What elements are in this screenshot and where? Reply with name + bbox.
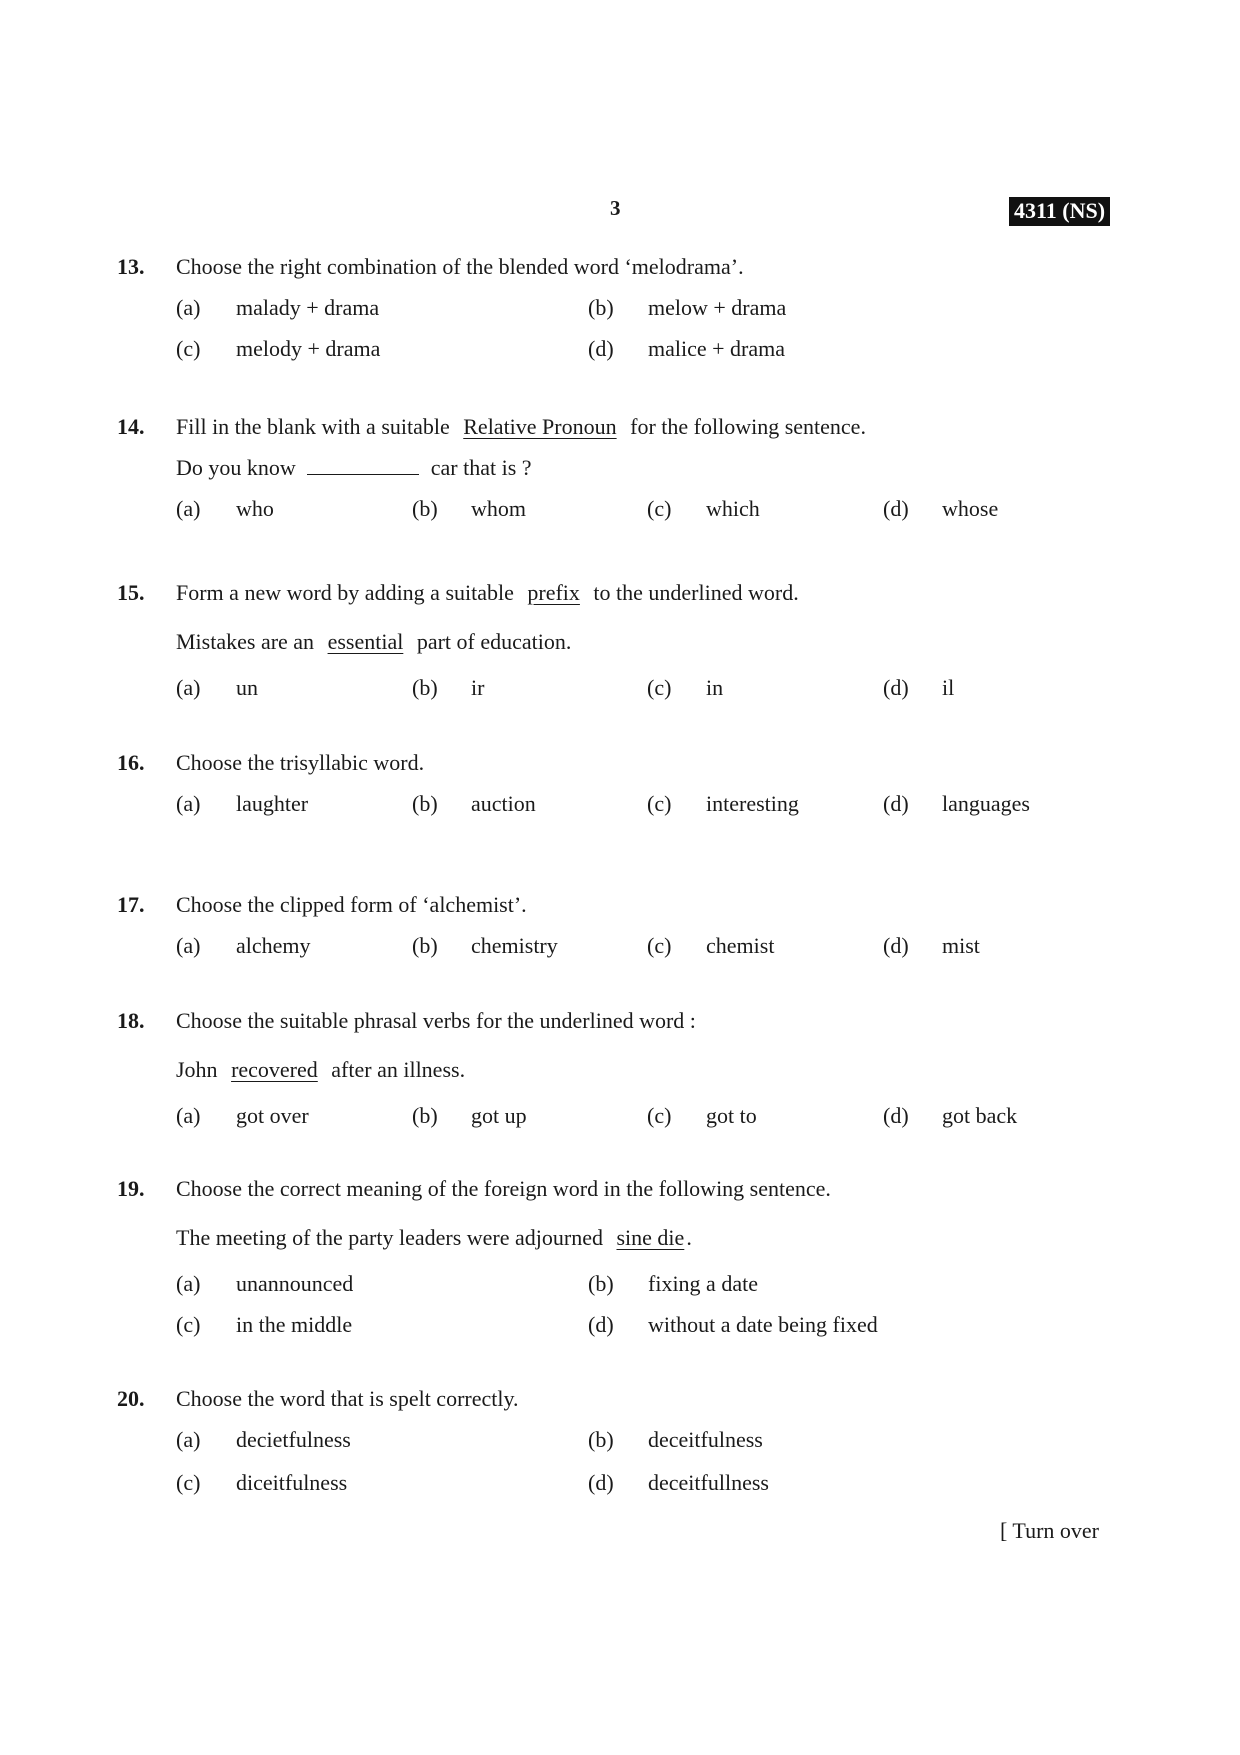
option-text: got to [706,1103,757,1128]
paper-code-badge: 4311 (NS) [1009,197,1110,226]
option-text: malice + drama [648,336,786,361]
option-label: (a) [176,1271,201,1296]
option-text: alchemy [236,933,311,958]
option-text: un [236,675,258,700]
option-text: ir [471,675,485,700]
example-sentence [176,1225,692,1251]
option-label: (c) [647,791,672,816]
option-label: (c) [647,496,672,521]
sentence-before: John [176,1057,218,1082]
option-label: (d) [588,1470,614,1495]
option-text: malady + drama [236,295,380,320]
option-text: auction [471,791,536,816]
example-sentence [176,455,532,481]
option-label: (d) [883,496,909,521]
option-label: (c) [647,1103,672,1128]
option-label: (b) [412,496,438,521]
question-text: Choose the word that is spelt correctly. [176,1386,519,1411]
option-label: (b) [412,675,438,700]
question-text-after: to the underlined word. [593,580,799,605]
question-text-before: Form a new word by adding a suitable [176,580,514,605]
option-label: (a) [176,675,201,700]
option-text: whose [942,496,999,521]
option-text: who [236,496,274,521]
option-label: (a) [176,933,201,958]
option-label: (c) [176,336,201,361]
underlined-word: essential [327,629,404,654]
option-label: (a) [176,1103,201,1128]
option-label: (c) [176,1470,201,1495]
fill-in-blank [307,456,419,475]
example-sentence [176,1057,465,1083]
question-text: Choose the trisyllabic word. [176,750,425,775]
option-text: melow + drama [648,295,787,320]
option-label: (b) [588,1427,614,1452]
question-text: Choose the correct meaning of the foreign word in the following sentence. [176,1176,831,1201]
option-text: unannounced [236,1271,354,1296]
option-label: (d) [883,675,909,700]
turn-over-note: [ Turn over [1000,1518,1100,1543]
option-label: (b) [412,791,438,816]
option-text: got back [942,1103,1018,1128]
question-number: 16. [117,750,145,775]
option-text: languages [942,791,1030,816]
option-text: without a date being fixed [648,1312,878,1337]
question-text: Choose the right combination of the blended word ‘melodrama’. [176,254,744,279]
question-text-before: Fill in the blank with a suitable [176,414,450,439]
option-label: (c) [647,675,672,700]
question-text-after: for the following sentence. [630,414,866,439]
option-text: fixing a date [648,1271,758,1296]
option-label: (b) [588,295,614,320]
option-text: got over [236,1103,309,1128]
option-label: (d) [883,933,909,958]
question-number: 18. [117,1008,145,1033]
sentence-before: The meeting of the party leaders were adjourned [176,1225,603,1250]
sentence-before: Do you know [176,455,296,480]
option-text: deceitfullness [648,1470,769,1495]
question-number: 13. [117,254,145,279]
question-text [176,414,866,440]
sentence-after: . [686,1225,692,1250]
option-label: (a) [176,1427,201,1452]
question-text: Choose the suitable phrasal verbs for the underlined word : [176,1008,696,1033]
underlined-term: prefix [527,580,580,605]
option-label: (d) [588,336,614,361]
question-number: 15. [117,580,145,605]
option-label: (d) [588,1312,614,1337]
option-text: mist [942,933,980,958]
option-label: (a) [176,496,201,521]
option-text: deceitfulness [648,1427,763,1452]
sentence-before: Mistakes are an [176,629,315,654]
option-label: (c) [176,1312,201,1337]
option-text: chemist [706,933,775,958]
option-text: whom [471,496,526,521]
underlined-word: sine die [616,1225,685,1250]
question-number: 19. [117,1176,145,1201]
option-text: in the middle [236,1312,353,1337]
option-label: (b) [412,933,438,958]
question-text [176,580,799,606]
option-label: (c) [647,933,672,958]
question-number: 20. [117,1386,145,1411]
option-label: (d) [883,791,909,816]
question-number: 14. [117,414,145,439]
underlined-term: Relative Pronoun [463,414,617,439]
option-label: (b) [412,1103,438,1128]
option-text: decietfulness [236,1427,351,1452]
option-label: (a) [176,295,201,320]
underlined-word: recovered [231,1057,318,1082]
option-label: (a) [176,791,201,816]
option-text: in [706,675,724,700]
option-text: which [706,496,760,521]
option-text: il [942,675,955,700]
option-label: (d) [883,1103,909,1128]
sentence-after: car that is ? [430,455,532,480]
option-text: melody + drama [236,336,381,361]
option-text: chemistry [471,933,558,958]
option-text: got up [471,1103,527,1128]
sentence-after: part of education. [416,629,572,654]
question-number: 17. [117,892,145,917]
option-text: laughter [236,791,309,816]
option-label: (b) [588,1271,614,1296]
example-sentence [176,629,571,655]
sentence-after: after an illness. [331,1057,466,1082]
page-number: 3 [610,196,621,220]
option-text: interesting [706,791,799,816]
option-text: diceitfulness [236,1470,348,1495]
question-text: Choose the clipped form of ‘alchemist’. [176,892,527,917]
